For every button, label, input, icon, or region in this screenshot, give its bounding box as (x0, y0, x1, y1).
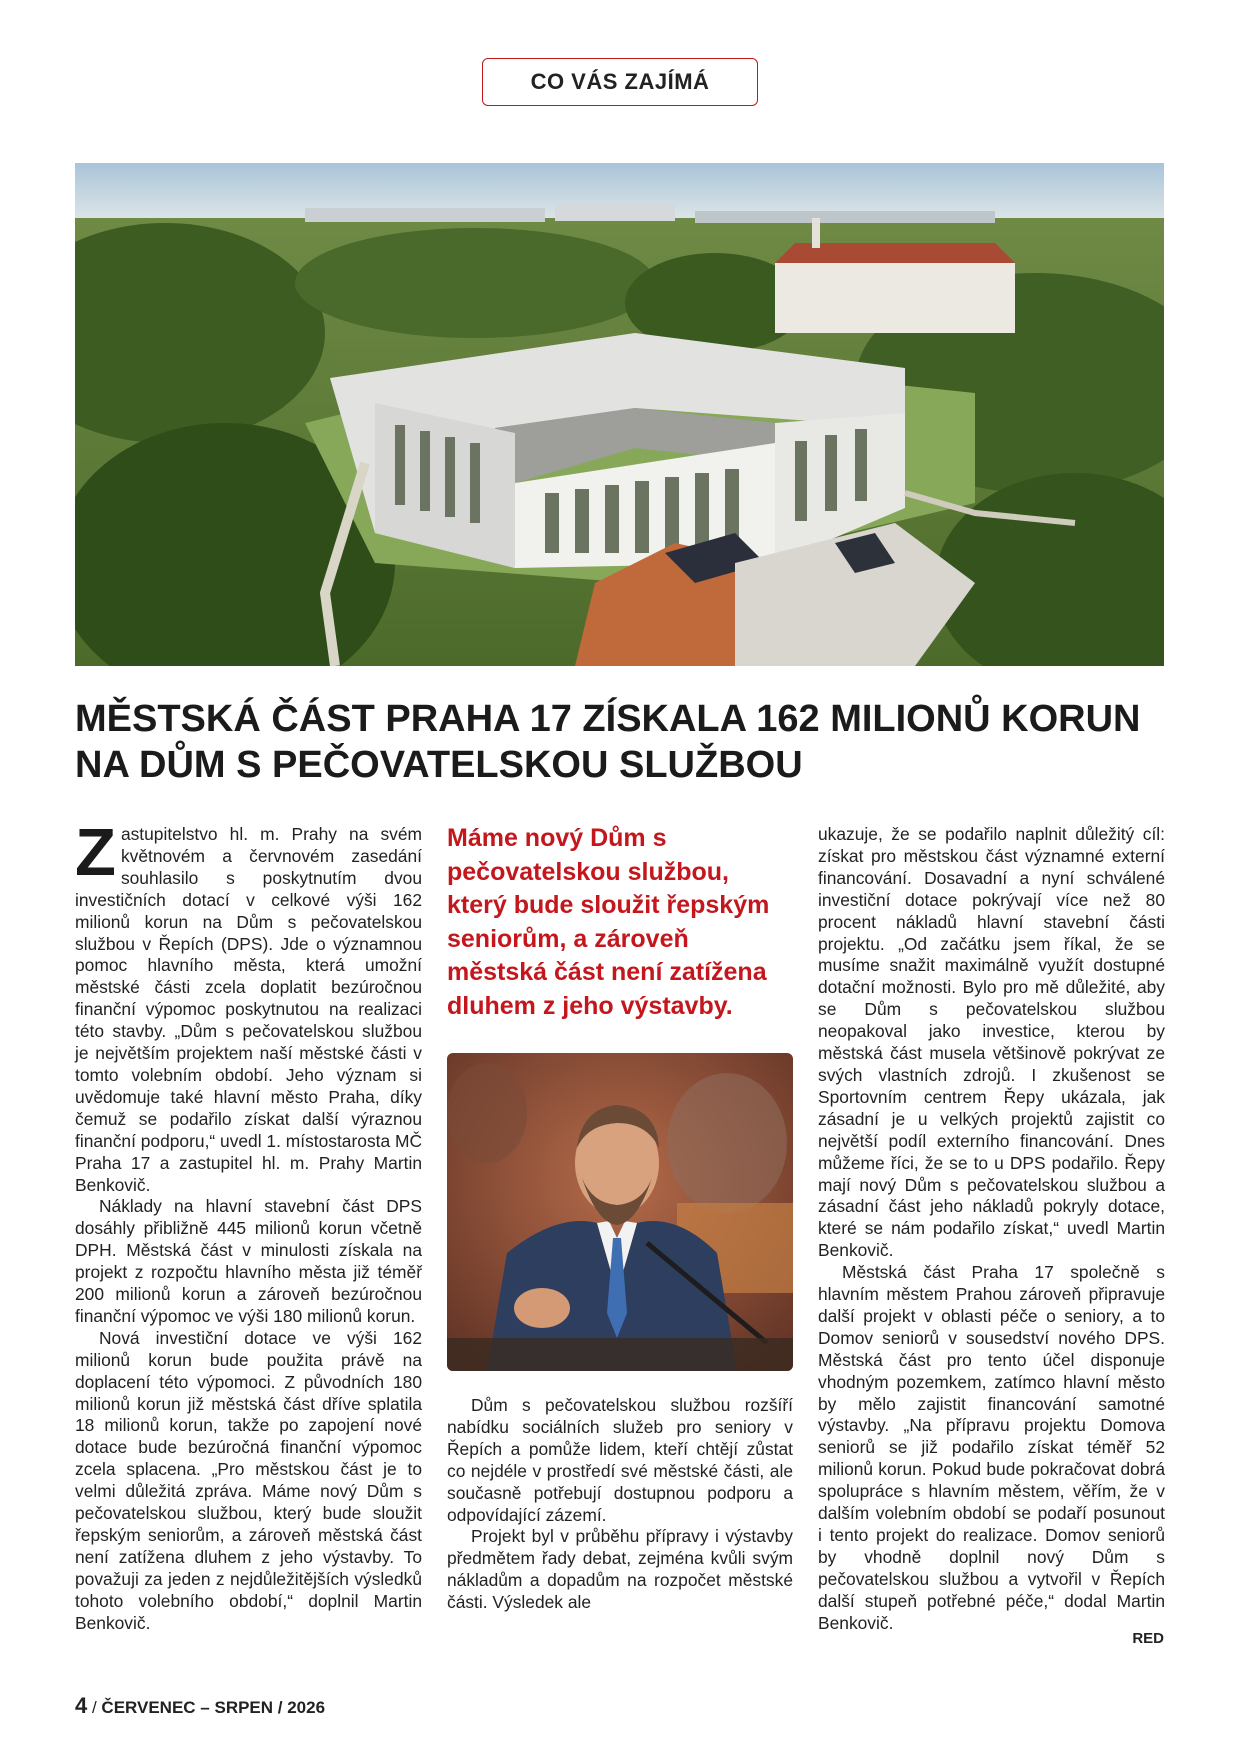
paragraph: ukazuje, že se podařilo naplnit důležitý cíl: získat pro městskou část významné externí financování. Dosavadní a nyní schválené investiční dotace pokrývají více než 80 procent nákladů hlavní stavební části projektu. „Od začátku jsem říkal, že se musíme snažit maximálně využít dostupné dotační možnosti. Bylo pro mě důležité, aby se Dům s pečovatelskou službou neopakoval jako investice, kterou by městská část musela většinově pokrývat ze svých vlastních zdrojů. I zkušenost se Sportovním centrem Řepy ukázala, jak zásadní je u velkých projektů zajistit co největší podíl externího financování. Dnes můžeme říci, že se to u DPS podařilo. Řepy mají nový Dům s pečovatelskou službou a zásadní část jeho nákladů pokryly dotace, které se nám podařilo získat,“ uvedl Martin Benkovič. (818, 824, 1165, 1261)
speaker-photo-icon (447, 1053, 793, 1371)
pull-quote: Máme nový Dům s pečovatelskou službou, který bude sloužit řepským seniorům, a zároveň městská část není zatížena dluhem z jeho výstavby. (447, 824, 770, 1020)
speaker-photo (447, 1053, 793, 1371)
paragraph: Náklady na hlavní stavební část DPS dosáhly přibližně 445 milionů korun včetně DPH. Městská část v minulosti získala na projekt z rozpočtu hlavního města již téměř 200 milionů korun a zároveň bezúročnou finanční výpomoc ve výši 180 milionů korun. (75, 1196, 422, 1326)
article-column-1 (75, 815, 423, 1635)
paragraph: Městská část Praha 17 společně s hlavním městem Prahou zároveň připravuje další projekt v oblasti péče o seniory, a to Domov seniorů v sousedství nového DPS. Městská část pro tento účel disponuje vhodným pozemkem, zatímco hlavní město by mělo zajistit financování samotné výstavby. „Na přípravu projektu Domova seniorů se již podařilo získat téměř 52 milionů korun. Pokud bude pokračovat dobrá spolupráce s hlavním městem, věřím, že v dalším volebním období se podaří posunout i tento projekt do realizace. Domov seniorů by vhodně doplnil nový Dům s pečovatelskou službou a vytvořil v Řepích další stupeň potřebné péče,“ dodal Martin Benkovič. (818, 1262, 1165, 1633)
paragraph: Projekt byl v průběhu přípravy i výstavby předmětem řady debat, zejména kvůli svým nákladům a dopadům na rozpočet městské části. Výsledek ale (447, 1526, 793, 1613)
dropcap: Z (75, 815, 116, 890)
hero-image (75, 163, 1164, 666)
section-tag: CO VÁS ZAJÍMÁ (482, 58, 758, 106)
page-footer (75, 1693, 325, 1719)
author-signature: RED (1132, 1630, 1164, 1647)
article-headline: MĚSTSKÁ ČÁST PRAHA 17 ZÍSKALA 162 MILIONŮ KORUN NA DŮM S PEČOVATELSKOU SLUŽBOU (75, 698, 1141, 786)
issue-date: ČERVENEC – SRPEN / 2026 (101, 1698, 326, 1717)
paragraph (75, 815, 423, 1196)
footer-separator: / (87, 1698, 102, 1717)
paragraph: Dům s pečovatelskou službou rozšíří nabídku sociálních služeb pro seniory v Řepích a pomůže lidem, kteří chtějí zůstat co nejdéle v prostředí své městské části, ale současně potřebují dostupnou podporu a odpovídající zázemí. (447, 1395, 793, 1525)
page-number: 4 (75, 1693, 88, 1718)
article-column-3 (818, 824, 1165, 1635)
article-column-2 (447, 822, 793, 1614)
paragraph: Nová investiční dotace ve výši 162 milionů korun bude použita právě na doplacení této výpomoci. Z původních 180 milionů korun již městská část dříve splatila 18 milionů korun, takže po zapojení nové dotace bude bezúročná finanční výpomoc zcela splacena. „Pro městskou část je to velmi důležitá zpráva. Máme nový Dům s pečovatelskou službou, který bude sloužit řepským seniorům, a zároveň městská část není zatížena dluhem z jeho výstavby. To považuji za jeden z nejdůležitějších výsledků tohoto volebního období,“ doplnil Martin Benkovič. (75, 1327, 422, 1633)
paragraph-text: astupitelstvo hl. m. Prahy na svém květnovém a červnovém zasedání souhlasilo s poskytnutím dvou investičních dotací v celkové výši 162 milionů korun na Dům s pečovatelskou službou v Řepích (DPS). Jde o významnou pomoc hlavního města, která umožní městské části zcela doplatit bezúročnou finanční výpomoc poskytnutou na realizaci této stavby. „Dům s pečovatelskou službou je největším projektem naší městské části v tomto volebním období. Jeho význam si uvědomuje také hlavní město Praha, díky čemuž se podařilo získat další výraznou finanční podporu,“ uvedl 1. místostarosta MČ Praha 17 a zastupitel hl. m. Prahy Martin Benkovič. (75, 824, 423, 1195)
aerial-photo-building-icon (75, 163, 1164, 666)
